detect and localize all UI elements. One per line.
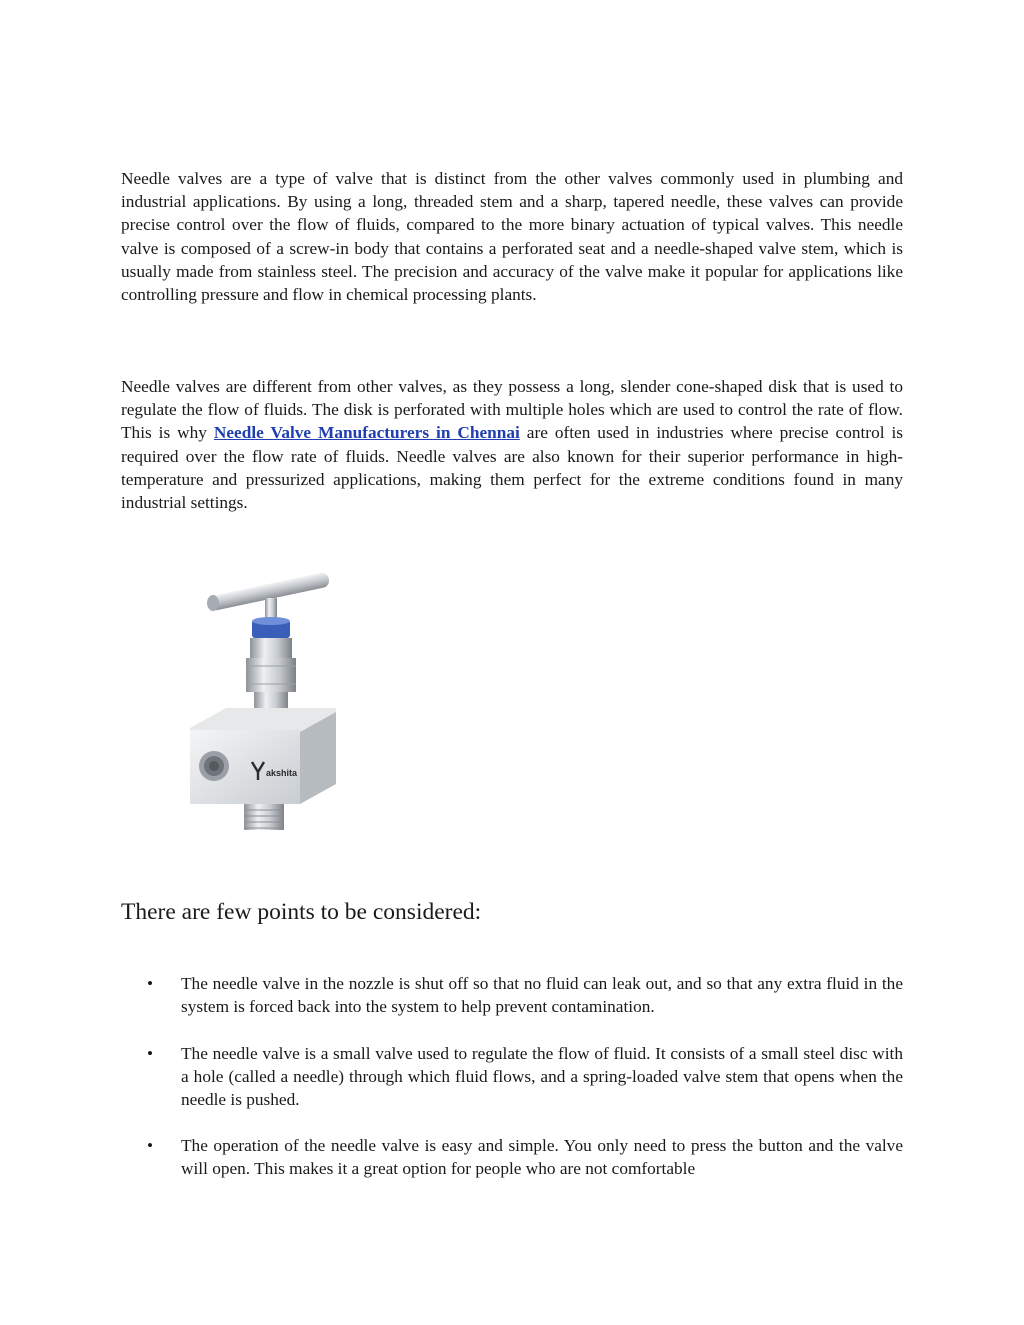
valve-body <box>190 708 336 804</box>
list-item <box>0 1134 1024 1194</box>
paragraph-text-after-link: are often used in industries where precise control is required over the flow rate of fluids. Needle valves are also known for their superior performance in high-temperature and pressurized applications, making them perfect for the extreme conditions found in many industrial settings. <box>121 423 903 513</box>
points-list <box>0 972 1024 1194</box>
list-item <box>0 972 1024 1042</box>
second-paragraph <box>121 375 903 514</box>
bullet: • <box>147 974 154 993</box>
list-item-text: The needle valve in the nozzle is shut off so that no fluid can leak out, and so that any extra fluid in the system is forced back into the system to help prevent contamination. <box>181 974 903 1017</box>
bullet: • <box>147 1044 154 1063</box>
list-item <box>0 1042 1024 1134</box>
bullet: • <box>147 1136 154 1155</box>
blue-cap <box>252 617 290 638</box>
brand-text: akshita <box>266 768 298 778</box>
paragraph-text-before-link: Needle valves are different from other valves, as they possess a long, slender cone-shaped disk that is used to regulate the flow of fluids. The disk is perforated with multiple holes which are used to control the rate of flow. This is why <box>121 377 903 443</box>
section-heading: There are few points to be considered: <box>121 899 482 925</box>
needle-valve-product-image <box>186 566 356 838</box>
intro-paragraph: Needle valves are a type of valve that is distinct from the other valves commonly used in plumbing and industrial applications. By using a long, threaded stem and a sharp, tapered needle, these valves can provide precise control over the flow of fluids, compared to the more binary actuation of typical valves. This needle valve is composed of a screw-in body that contains a perforated seat and a needle-shaped valve stem, which is usually made from stainless steel. The precision and accuracy of the valve make it popular for applications like controlling pressure and flow in chemical processing plants. <box>121 169 903 305</box>
needle-valve-manufacturers-link[interactable]: Needle Valve Manufacturers in Chennai <box>213 423 520 443</box>
list-item-text: The needle valve is a small valve used to regulate the flow of fluid. It consists of a small steel disc with a hole (called a needle) through which fluid flows, and a spring-loaded valve stem that opens when the needle is pushed. <box>181 1044 903 1110</box>
list-item-text: The operation of the needle valve is easy and simple. You only need to press the button and the valve will open. This makes it a great option for people who are not comfortable <box>181 1136 903 1179</box>
